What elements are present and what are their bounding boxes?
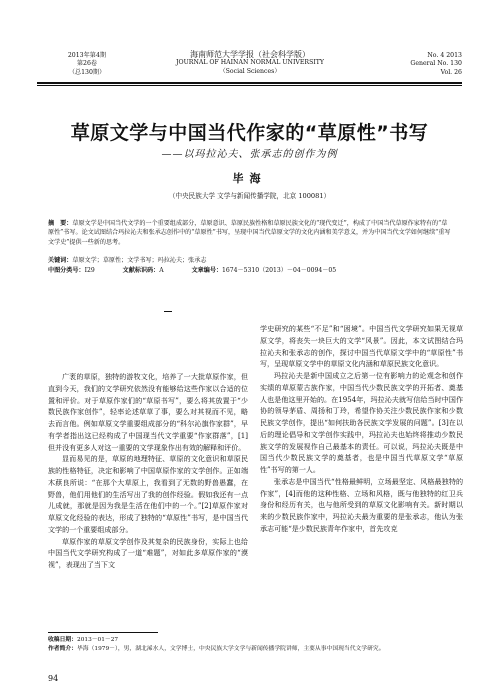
keywords: [48, 256, 453, 265]
body-column-right: [260, 323, 463, 535]
author-affiliation: （中央民族大学 文学与新闻传播学院，北京 100081）: [168, 192, 331, 200]
page-number: 94: [48, 674, 59, 683]
header-rule-thin: [37, 85, 462, 86]
body-paragraph: 广袤的草原，独特的游牧文化，培养了一大批草原作家，但直到今天，我们的文学研究依然没有能够给这些作家以合适的位置和评价。对于草原作家们的“草原书写”，要么将其放置于“少数民族作家创作”，轻率论述草草了事，要么对其视而不见，略去而言他。例如草原文学重要组成部分的“科尔沁旗作家群”，早有学者指出这已经构成了中国现当代文学重要“作家群落”，[1]但并没有更多人对这一重要的文学现象作出有效的解释和评价。: [48, 372, 248, 452]
article-title: 草原文学与中国当代作家的“草原性”书写: [70, 122, 429, 144]
section-mark: [164, 311, 172, 312]
header-rule-thick: [37, 82, 462, 84]
abstract-text: 草原文学是中国当代文学的一个重要组成部分，草原意识、草原民族性格和草原民族文化的“现代变迁”，构成了中国当代草原作家特有的“草原性”书写。论文试图结合玛拉沁夫和张承志创作中的“草原性”书写，呈现中国当代草原文学的文化内涵和美学意义，并为中国当代文学如何继续“重写文学史”提供一些新的思考。: [48, 220, 451, 246]
document-code-label: 文献标识码：: [122, 267, 160, 274]
document-code-value: A: [159, 267, 164, 274]
header-year-issue: 2013年第4期: [67, 52, 107, 59]
clc-value: I29: [84, 267, 95, 274]
body-paragraph: 显而易见的是，草原的地理特征、草原的文化意识和草原民族的性格特征，决定和影响了中国草原作家的文学创作。正如端木蕻良所说：“在那个大草原上，我看到了无数的野兽愚蠢，在野兽，他们用他们的生活写出了我的创作经验。假如我还有一点儿成就，那就是因为我是生活在他们中的一个。”[2]草原作家对草原文化经验的表达，形成了独特的“草原性”书写，是中国当代文学的一个重要组成部分。: [48, 454, 248, 534]
header-number-en: No. 4 2013: [427, 52, 462, 59]
received-label: 收稿日期：: [48, 637, 77, 643]
journal-title-en: JOURNAL OF HAINAN NORMAL UNIVERSITY: [176, 59, 324, 67]
abstract-label: 摘 要：: [48, 220, 73, 227]
abstract: [48, 219, 453, 247]
author-bio-label: 作者简介：: [48, 645, 77, 652]
body-paragraph: 张承志是中国当代“性格最鲜明，立场最坚定、风格最独特的作家”，[4]而他的这种性格、立场和风格，既与他独特的红卫兵身份和经历有关，也与他所受到的草原文化影响有关。新时期以来的少数民族作家中，玛拉沁夫最为重要的是张承志，他认为张承志可能“是少数民族青年作家中，首先攻克: [260, 476, 463, 533]
header-issue-info-en: [400, 52, 462, 77]
footnote-received: [48, 636, 458, 645]
article-subtitle: ——以玛拉沁夫、张承志的创作为例: [161, 149, 338, 160]
header-total-issue: （总130期）: [68, 68, 106, 76]
received-date: 2013－01－27: [77, 637, 119, 643]
body-paragraph: 玛拉沁夫是新中国成立之后第一位有影响力的论观念和创作实绩的草原蒙古族作家，中国当代少数民族文学的开拓者、奠基人也是他这里开始的。在1954年，玛拉沁夫就写信给当时中国作协的领导茅盾、周扬和丁玲，希望作协关注少数民族作家和少数民族文学创作，提出“如何扶助各民族文学发展的问题”。[3]在以后的理论倡导和文学创作实践中，玛拉沁夫也始终将推动少数民族文学的发展视作自己最基本的责任。可以说，玛拉沁夫既是中国当代少数民族文学的奠基者，也是中国当代草原文学“草原性”书写的第一人。: [260, 371, 463, 474]
header-volume: 第26卷: [76, 60, 98, 68]
journal-subtitle-en: （Social Sciences）: [219, 67, 281, 75]
article-id-label: 文章编号：: [191, 267, 223, 274]
author-bio-text: 毕海（1979－），男，湖北浠水人，文学博士，中央民族大学文学与新闻传播学院讲师，主要从事中国现当代文学研究。: [77, 645, 385, 652]
classification-line: [48, 266, 453, 275]
document-code: [123, 267, 164, 274]
footnote: [48, 636, 458, 653]
keywords-text: 草原文学；草原性；文学书写；玛拉沁夫；张承志: [72, 257, 207, 264]
header-issue-info: [37, 52, 137, 77]
header-volume-en: Vol. 26: [440, 68, 462, 76]
header-general-no: General No. 130: [410, 60, 462, 68]
footnote-rule: [48, 632, 158, 633]
keywords-label: 关键词：: [48, 257, 73, 264]
header-journal: [140, 51, 360, 76]
body-column-left: [48, 371, 248, 571]
article-id: [192, 267, 337, 274]
article-id-value: 1674－5310（2013）－04－0094－05: [222, 267, 337, 274]
article-author: 毕海: [232, 172, 267, 185]
body-paragraph: 学史研究的某些“不足”和“困境”。中国当代文学研究如果无视草原文学，将丧失一块巨大的文学“风景”。因此，本文试图结合玛拉沁夫和张承志的创作，探讨中国当代草原文学中的“草原性”书写，呈现草原文学中的草原文化内涵和草原民族文化意识。: [260, 324, 463, 369]
clc-number: [48, 267, 95, 274]
journal-title-cn: 海南师范大学学报（社会科学版）: [190, 50, 310, 59]
footnote-author-bio: [48, 645, 458, 654]
clc-label: 中图分类号：: [48, 267, 85, 274]
body-paragraph: 草原作家的草原文学创作及其复杂的民族身份，实际上也给中国当代文学研究构成了一道“难题”，对如此多草原作家的“漠视”，表现出了当下文: [48, 536, 248, 569]
